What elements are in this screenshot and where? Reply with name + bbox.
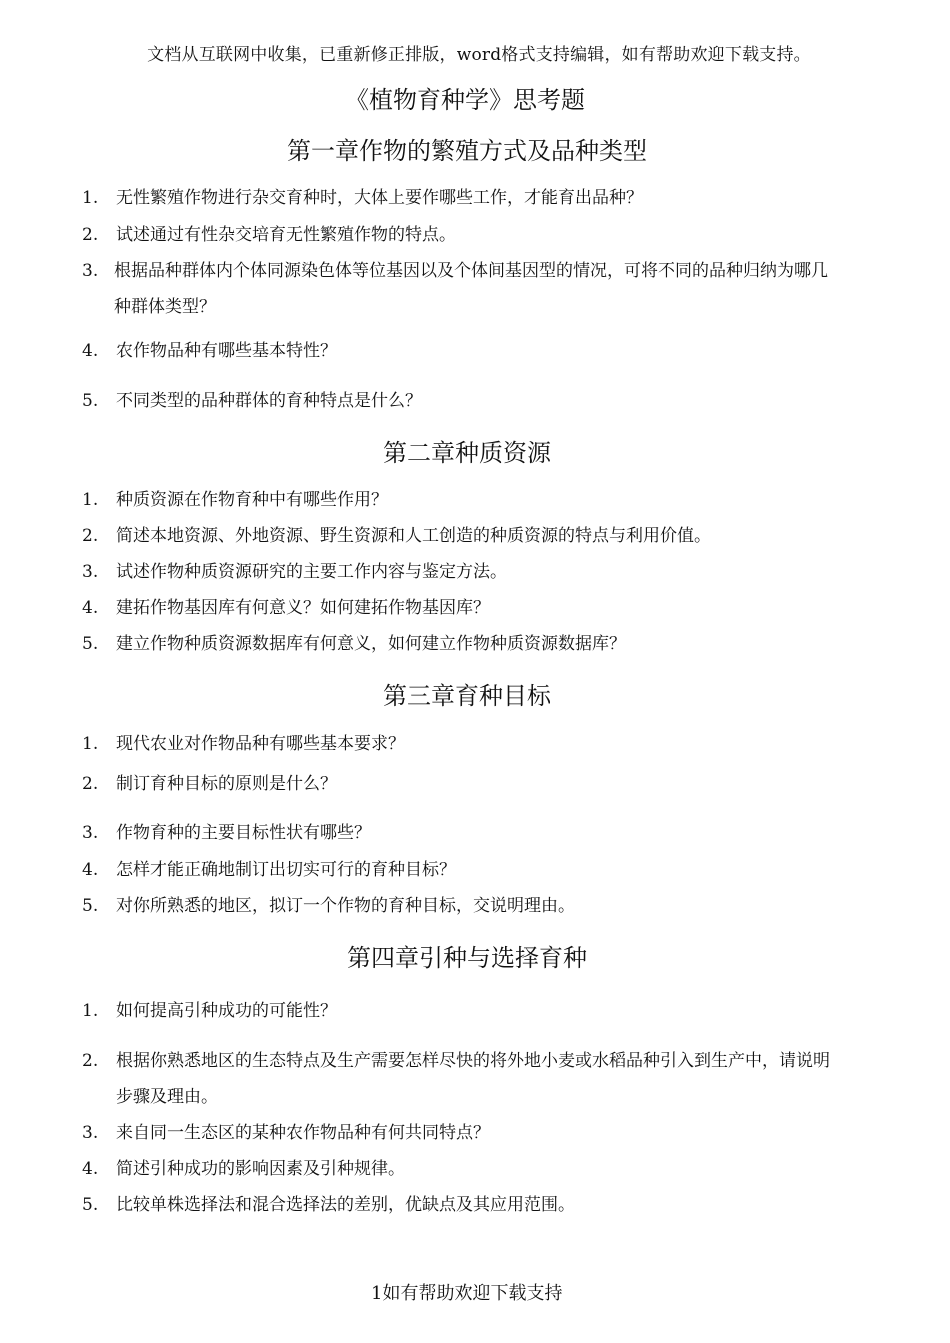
- question-number: 4.: [82, 860, 99, 880]
- question-text: 建拓作物基因库有何意义？如何建拓作物基因库？: [116, 598, 490, 618]
- question-item: [82, 888, 842, 924]
- question-number: 2.: [82, 526, 99, 546]
- chapter-title-3: 第三章育种目标: [383, 682, 551, 710]
- question-number: 3.: [82, 261, 99, 281]
- question-text: 比较单株选择法和混合选择法的差别，优缺点及其应用范围。: [116, 1195, 575, 1215]
- question-number: 1.: [82, 734, 99, 754]
- question-item: [82, 518, 842, 554]
- question-number: 5.: [82, 634, 99, 654]
- question-item: [82, 590, 842, 626]
- question-number: 3.: [82, 1123, 99, 1143]
- question-number: 4.: [82, 598, 99, 618]
- question-text: 不同类型的品种群体的育种特点是什么？: [116, 391, 422, 411]
- question-item: [82, 554, 842, 590]
- question-text: 无性繁殖作物进行杂交育种时，大体上要作哪些工作，才能育出品种？: [116, 188, 643, 208]
- question-item: [82, 1187, 842, 1223]
- question-number: 2.: [82, 225, 99, 245]
- question-number: 4.: [82, 341, 99, 361]
- question-number: 5.: [82, 391, 99, 411]
- header-note: 文档从互联网中收集，已重新修正排版，word格式支持编辑，如有帮助欢迎下载支持。: [147, 45, 811, 65]
- question-number: 1.: [82, 490, 99, 510]
- chapter-title-4: 第四章引种与选择育种: [347, 944, 587, 972]
- question-item: [82, 1151, 842, 1187]
- question-number: 4.: [82, 1159, 99, 1179]
- question-text: 农作物品种有哪些基本特性？: [116, 341, 337, 361]
- question-text: 试述通过有性杂交培育无性繁殖作物的特点。: [116, 225, 456, 245]
- question-item: [82, 626, 842, 662]
- question-text: 种质资源在作物育种中有哪些作用？: [116, 490, 388, 510]
- question-item: [82, 993, 842, 1029]
- question-item: [82, 766, 842, 802]
- document-title: 《植物育种学》思考题: [345, 86, 585, 114]
- question-text: 来自同一生态区的某种农作物品种有何共同特点？: [116, 1123, 490, 1143]
- question-text: 简述本地资源、外地资源、野生资源和人工创造的种质资源的特点与利用价值。: [116, 526, 711, 546]
- question-item: [82, 1043, 842, 1115]
- question-text: 对你所熟悉的地区，拟订一个作物的育种目标，交说明理由。: [116, 896, 575, 916]
- question-item: [82, 333, 842, 369]
- question-text: 建立作物种质资源数据库有何意义，如何建立作物种质资源数据库？: [116, 634, 626, 654]
- question-text: 怎样才能正确地制订出切实可行的育种目标？: [116, 860, 456, 880]
- chapter-title-2: 第二章种质资源: [383, 439, 551, 467]
- question-text: 现代农业对作物品种有哪些基本要求？: [116, 734, 405, 754]
- question-item: [82, 852, 842, 888]
- chapter-title-1: 第一章作物的繁殖方式及品种类型: [287, 137, 647, 165]
- question-text: 根据你熟悉地区的生态特点及生产需要怎样尽快的将外地小麦或水稻品种引入到生产中，请说明步骤及理由。: [116, 1051, 830, 1107]
- question-number: 1.: [82, 188, 99, 208]
- question-item: [82, 815, 842, 851]
- question-number: 2.: [82, 1051, 99, 1071]
- question-item: [82, 383, 842, 419]
- question-number: 2.: [82, 774, 99, 794]
- question-number: 3.: [82, 823, 99, 843]
- question-item: [82, 253, 842, 325]
- question-number: 3.: [82, 562, 99, 582]
- question-item: [82, 217, 842, 253]
- question-text: 如何提高引种成功的可能性？: [116, 1001, 337, 1021]
- question-number: 5.: [82, 1195, 99, 1215]
- question-item: [82, 726, 842, 762]
- page-footer: 1如有帮助欢迎下载支持: [371, 1283, 563, 1304]
- question-text: 试述作物种质资源研究的主要工作内容与鉴定方法。: [116, 562, 507, 582]
- question-number: 1.: [82, 1001, 99, 1021]
- question-item: [82, 1115, 842, 1151]
- question-text: 作物育种的主要目标性状有哪些？: [116, 823, 371, 843]
- question-number: 5.: [82, 896, 99, 916]
- question-item: [82, 180, 842, 216]
- question-text: 简述引种成功的影响因素及引种规律。: [116, 1159, 405, 1179]
- question-item: [82, 482, 842, 518]
- question-text: 根据品种群体内个体同源染色体等位基因以及个体间基因型的情况，可将不同的品种归纳为哪几种群体类型？: [114, 261, 828, 317]
- question-text: 制订育种目标的原则是什么？: [116, 774, 337, 794]
